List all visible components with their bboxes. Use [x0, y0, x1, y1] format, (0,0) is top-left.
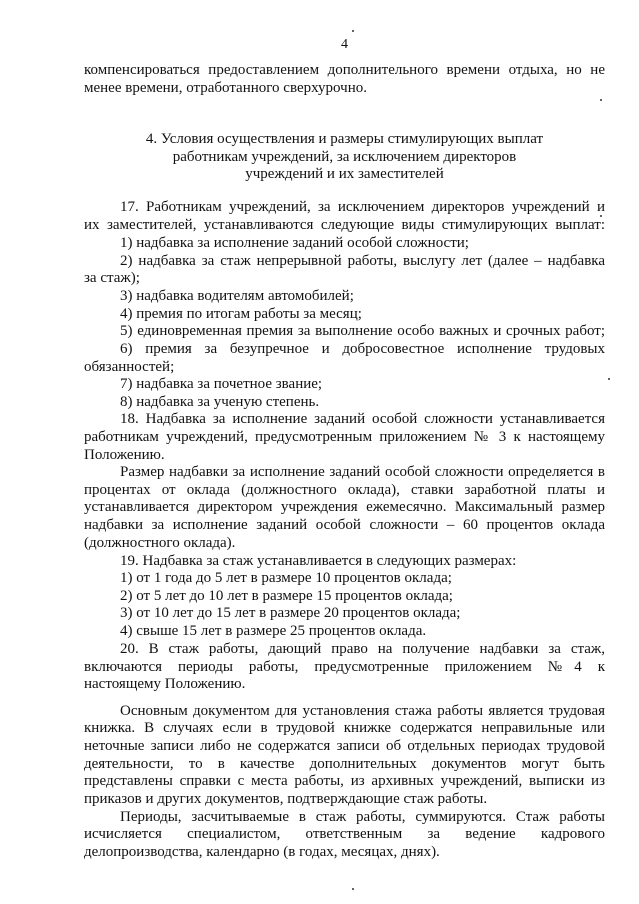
list-item: 3) от 10 лет до 15 лет в размере 20 процентов оклада; — [120, 605, 461, 621]
paragraph-line: делопроизводства, календарно (в годах, месяцах, днях). — [84, 844, 440, 860]
section-title-line: учреждений и их заместителей — [245, 166, 444, 182]
paragraph-line: работникам учреждений, предусмотренным приложением № 3 к настоящему — [84, 429, 605, 445]
paragraph-line: исчисляется специалистом, ответственным за ведение кадрового — [84, 826, 605, 842]
paragraph-line: приказов и других документов, подтверждающие стаж работы. — [84, 791, 488, 807]
list-item: 5) единовременная премия за выполнение особо важных и срочных работ; — [120, 323, 605, 339]
list-item: 2) от 5 лет до 10 лет в размере 15 процентов оклада; — [120, 588, 453, 604]
paragraph-line: процентах от оклада (должностного оклада), ставки заработной платы и — [84, 482, 605, 498]
intro-line: менее времени, отработанного сверхурочно. — [84, 80, 367, 96]
paragraph-line: 17. Работникам учреждений, за исключением директоров учреждений и — [120, 199, 605, 215]
list-item: 3) надбавка водителям автомобилей; — [120, 288, 354, 304]
paragraph-line: их заместителей, устанавливаются следующие виды стимулирующих выплат: — [84, 217, 605, 233]
intro-line: компенсироваться предоставлением дополнительного времени отдыха, но не — [84, 62, 605, 78]
page-number: 4 — [341, 37, 348, 52]
list-item: 4) премия по итогам работы за месяц; — [120, 306, 362, 322]
section-title-line: 4. Условия осуществления и размеры стимулирующих выплат — [145, 131, 544, 147]
paragraph-line: Размер надбавки за исполнение заданий особой сложности определяется в — [120, 464, 605, 480]
paragraph-line: (должностного оклада). — [84, 535, 236, 551]
scan-speck — [600, 99, 602, 101]
paragraph-line: настоящему Положению. — [84, 676, 246, 692]
paragraph-line: Основным документом для установления стажа работы является трудовая — [120, 703, 605, 719]
scan-speck — [600, 215, 602, 217]
list-item: 1) от 1 года до 5 лет в размере 10 процентов оклада; — [120, 570, 452, 586]
list-item: 2) надбавка за стаж непрерывной работы, выслугу лет (далее – надбавка — [120, 253, 605, 269]
paragraph-line: представлены справки с места работы, из архивных учреждений, выписки из — [84, 773, 605, 789]
paragraph-line: включаются периоды работы, предусмотренные приложением №4 к — [84, 659, 605, 675]
list-item: обязанностей; — [84, 359, 175, 375]
section-title-line: работникам учреждений, за исключением директоров — [172, 149, 517, 165]
paragraph-line: 18. Надбавка за исполнение заданий особой сложности устанавливается — [120, 411, 605, 427]
scan-speck — [352, 30, 354, 32]
list-item: 6) премия за безупречное и добросовестное исполнение трудовых — [120, 341, 605, 357]
paragraph-line: деятельности, то в качестве дополнительных документов могут быть — [84, 756, 605, 772]
paragraph-line: надбавки за исполнение заданий особой сложности – 60 процентов оклада — [84, 517, 605, 533]
paragraph-line: 20. В стаж работы, дающий право на получение надбавки за стаж, — [120, 641, 605, 657]
list-item: за стаж); — [84, 270, 140, 286]
paragraph-line: устанавливается директором учреждения ежемесячно. Максимальный размер — [84, 499, 605, 515]
list-item: 4) свыше 15 лет в размере 25 процентов оклада. — [120, 623, 427, 639]
list-item: 7) надбавка за почетное звание; — [120, 376, 323, 392]
scan-speck — [352, 888, 354, 890]
paragraph-line: Положению. — [84, 447, 165, 463]
scan-speck — [608, 378, 610, 380]
list-item: 8) надбавка за ученую степень. — [120, 394, 320, 410]
paragraph-line: 19. Надбавка за стаж устанавливается в следующих размерах: — [120, 553, 517, 569]
paragraph-line: книжка. В случаях если в трудовой книжке содержатся неправильные или — [84, 720, 605, 736]
list-item: 1) надбавка за исполнение заданий особой сложности; — [120, 235, 469, 251]
paragraph-line: Периоды, засчитываемые в стаж работы, суммируются. Стаж работы — [120, 809, 605, 825]
paragraph-line: неточные записи либо не содержатся записи об отдельных периодах трудовой — [84, 738, 605, 754]
